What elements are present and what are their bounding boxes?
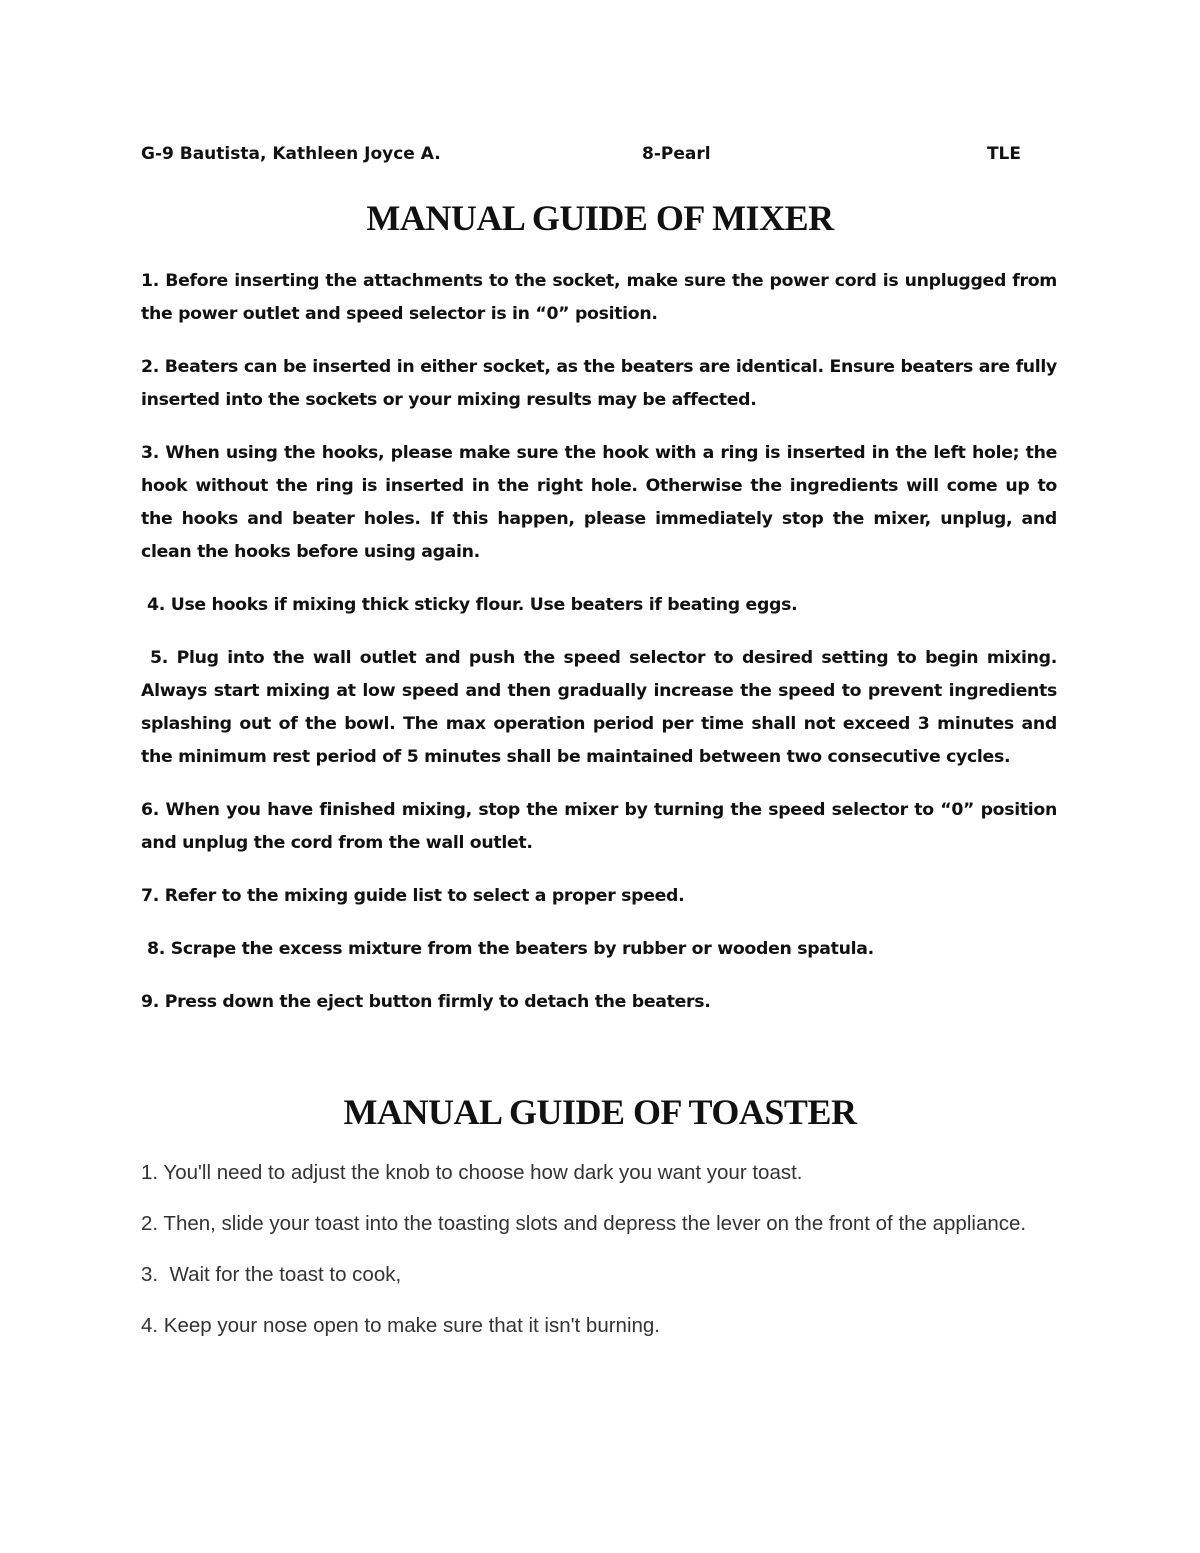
student-header [141,144,1021,170]
mixer-step-1: 1. Before inserting the attachments to the socket, make sure the power cord is unplugged from the power outlet and speed selector is in “0” position. [141,271,1057,324]
mixer-steps-list [141,265,1057,1039]
subject-label: TLE [986,144,1021,164]
mixer-step-4: 4. Use hooks if mixing thick sticky flour. Use beaters if beating eggs. [147,595,798,615]
toaster-step-2: 2. Then, slide your toast into the toasting slots and depress the lever on the front of the appliance. [141,1212,1027,1235]
mixer-step-8: 8. Scrape the excess mixture from the beaters by rubber or wooden spatula. [147,939,874,959]
mixer-step-9: 9. Press down the eject button firmly to detach the beaters. [141,992,711,1012]
mixer-step-6: 6. When you have finished mixing, stop the mixer by turning the speed selector to “0” position and unplug the cord from the wall outlet. [141,800,1057,853]
mixer-step-5: 5. Plug into the wall outlet and push the speed selector to desired setting to begin mixing. Always start mixing at low speed and then gradually increase the speed to prevent ingredients splashing out of the bowl. The max operation period per time shall not exceed 3 minutes and the minimum rest period of 5 minutes shall be maintained between two consecutive cycles. [141,648,1057,767]
mixer-step-7: 7. Refer to the mixing guide list to select a proper speed. [141,886,685,906]
mixer-step-2: 2. Beaters can be inserted in either socket, as the beaters are identical. Ensure beaters are fully inserted into the sockets or your mixing results may be affected. [141,357,1057,410]
student-name: G-9 Bautista, Kathleen Joyce A. [141,144,441,164]
toaster-step-3: 3. Wait for the toast to cook, [141,1263,402,1286]
mixer-step-3: 3. When using the hooks, please make sure the hook with a ring is inserted in the left hole; the hook without the ring is inserted in the right hole. Otherwise the ingredients will come up to the hooks and beater holes. If this happen, please immediately stop the mixer, unplug, and clean the hooks before using again. [141,443,1057,562]
toaster-steps-list [141,1157,1059,1361]
toaster-guide-title: MANUAL GUIDE OF TOASTER [343,1092,857,1132]
toaster-step-1: 1. You'll need to adjust the knob to choose how dark you want your toast. [141,1161,803,1184]
toaster-step-4: 4. Keep your nose open to make sure that it isn't burning. [141,1314,661,1337]
student-section: 8-Pearl [642,144,711,164]
mixer-guide-title: MANUAL GUIDE OF MIXER [366,198,834,238]
